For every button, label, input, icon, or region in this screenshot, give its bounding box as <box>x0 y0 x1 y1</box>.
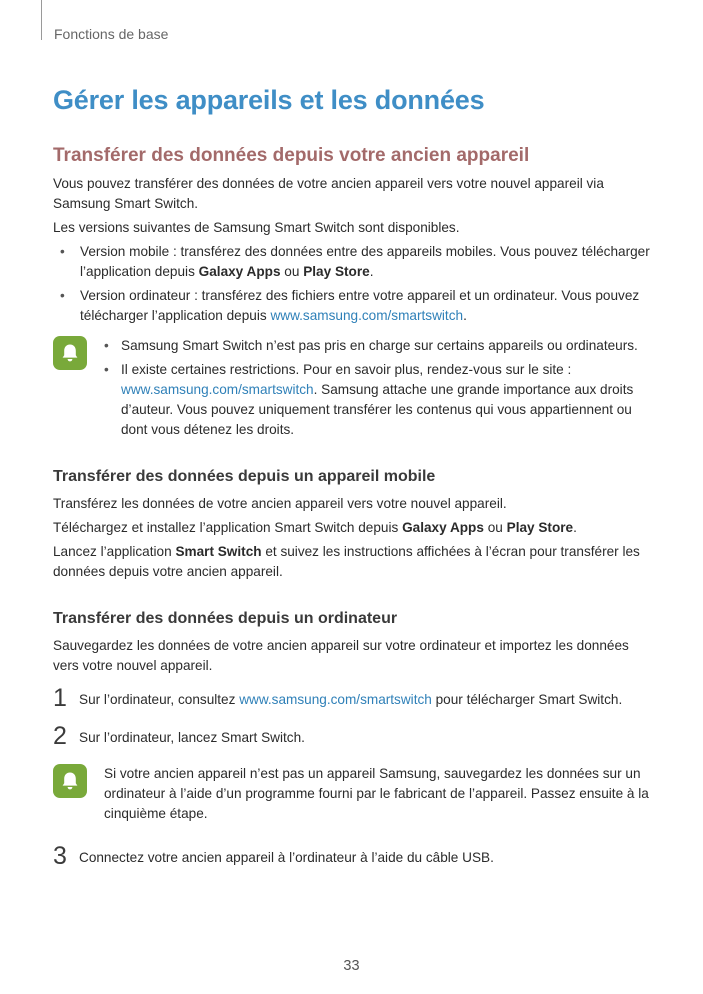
intro-paragraph-2: Les versions suivantes de Samsung Smart Switch sont disponibles. <box>53 220 460 235</box>
bullet-icon: • <box>60 288 65 303</box>
mobile-p2-text: Téléchargez et installez l’application Smart Switch depuis <box>53 520 403 535</box>
list-item-desktop-version <box>53 286 655 326</box>
note-1-item-2-text: Il existe certaines restrictions. Pour en savoir plus, rendez-vous sur le site : <box>121 362 572 377</box>
note-block-1 <box>53 336 655 440</box>
step-3-text: Connectez votre ancien appareil à l’ordinateur à l’aide du câble USB. <box>79 850 494 865</box>
step-1-end: pour télécharger Smart Switch. <box>431 692 623 707</box>
note-1-item-2 <box>104 360 655 440</box>
step-2-text: Sur l’ordinateur, lancez Smart Switch. <box>79 730 305 745</box>
step-1-text <box>79 688 655 710</box>
note-1-item-1-text: Samsung Smart Switch n’est pas pris en charge sur certains appareils ou ordinateurs. <box>121 338 638 353</box>
smartswitch-link[interactable]: www.samsung.com/smartswitch <box>270 308 464 323</box>
section-header: Fonctions de base <box>54 26 169 42</box>
period-text: . <box>463 308 467 323</box>
step-2 <box>53 722 655 752</box>
or-text: ou <box>483 520 507 535</box>
mobile-version-text: Version mobile : transférez des données entre des appareils mobiles. Vous pouvez télécharger l’application depuis <box>80 244 650 279</box>
step-number: 2 <box>53 722 67 750</box>
step-1 <box>53 684 655 714</box>
page-number: 33 <box>343 958 360 974</box>
note-2-text: Si votre ancien appareil n’est pas un appareil Samsung, sauvegardez les données sur un ordinateur à l’aide d’un programme fourni par le fabricant de l’appareil. Passez ensuite à la cinquième étape. <box>104 766 649 821</box>
galaxy-apps-label: Galaxy Apps <box>402 520 484 535</box>
bell-icon <box>53 336 87 370</box>
section-subtitle: Transférer des données depuis votre ancien appareil <box>53 145 530 166</box>
mobile-paragraph-2 <box>53 518 655 538</box>
smartswitch-link[interactable]: www.samsung.com/smartswitch <box>239 692 432 707</box>
bell-icon <box>53 764 87 798</box>
computer-section-heading: Transférer des données depuis un ordinateur <box>53 610 398 627</box>
bullet-icon: • <box>60 244 65 259</box>
play-store-label: Play Store <box>506 520 574 535</box>
period-text: . <box>369 264 374 279</box>
period-text: . <box>573 520 577 535</box>
bullet-icon: • <box>104 338 109 353</box>
mobile-section-heading: Transférer des données depuis un appareil mobile <box>53 468 436 485</box>
mobile-p3-end: et suivez les instructions affichées à l’écran pour transférer les données depuis votre ancien appareil. <box>53 544 640 579</box>
note-1-item-2-end: . Samsung attache une grande importance aux droits d’auteur. Vous pouvez uniquement transférer les contenus qui vous appartiennent ou dont vous détenez les droits. <box>121 382 634 437</box>
note-1-item-1 <box>104 336 655 356</box>
step-1-start: Sur l’ordinateur, consultez <box>79 692 240 707</box>
note-1-list <box>104 336 655 440</box>
step-number: 3 <box>53 842 67 870</box>
page-content <box>53 83 655 872</box>
mobile-paragraph-1: Transférez les données de votre ancien appareil vers votre nouvel appareil. <box>53 496 507 511</box>
versions-list <box>53 242 655 326</box>
note-block-2 <box>53 764 655 824</box>
intro-paragraph-1: Vous pouvez transférer des données de votre ancien appareil vers votre nouvel appareil via Samsung Smart Switch. <box>53 176 604 211</box>
smartswitch-link[interactable]: www.samsung.com/smartswitch <box>121 382 314 397</box>
bullet-icon: • <box>104 362 109 377</box>
smart-switch-label: Smart Switch <box>175 544 262 559</box>
computer-paragraph-1: Sauvegardez les données de votre ancien appareil sur votre ordinateur et importez les données vers votre nouvel appareil. <box>53 638 629 673</box>
page-title: Gérer les appareils et les données <box>53 85 485 115</box>
galaxy-apps-label: Galaxy Apps <box>198 264 281 279</box>
list-item-mobile-version <box>53 242 655 282</box>
mobile-paragraph-3 <box>53 542 655 582</box>
desktop-version-text: Version ordinateur : transférez des fichiers entre votre appareil et un ordinateur. Vous pouvez télécharger l’application depuis <box>80 288 640 323</box>
mobile-p3-text: Lancez l’application <box>53 544 176 559</box>
step-number: 1 <box>53 684 67 712</box>
or-text: ou <box>280 264 304 279</box>
play-store-label: Play Store <box>303 264 370 279</box>
header-rule <box>41 0 42 40</box>
step-3 <box>53 842 655 872</box>
